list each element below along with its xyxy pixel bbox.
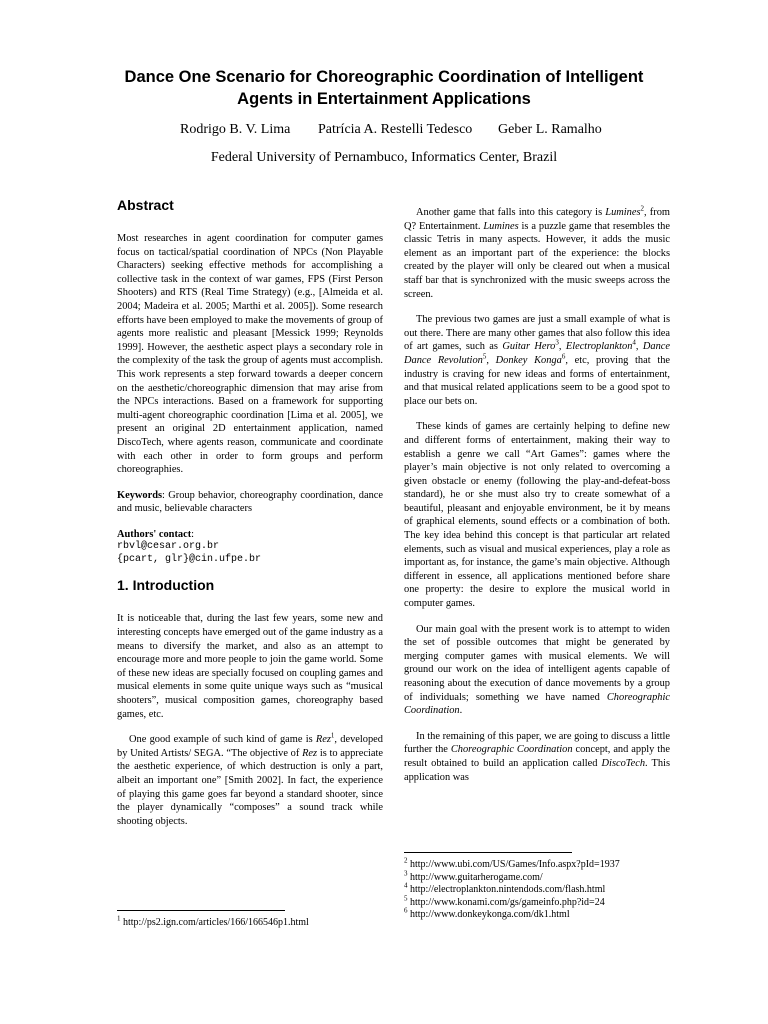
author-name: Rodrigo B. V. Lima [180,122,291,137]
game-title: Rez [302,747,318,759]
footnote: $^2$ http://www.ubi.com/US/Games/Info.aspx?pId=1937 [404,856,620,870]
footnote: $^6$ http://www.donkeykonga.com/dk1.html [404,906,570,920]
authors-contact: Authors' contact: rbvl@cesar.org.br {pcart, glr}@cin.ufpe.br [117,528,383,567]
affiliation: Federal University of Pernambuco, Informatics Center, Brazil [210,150,558,165]
footnote-marker: 1 [330,731,335,740]
footnote: $^4$ http://electroplankton.nintendods.com/flash.html [404,881,606,895]
keywords-text: : Group behavior, choreography coordination, dance and music, believable characters [117,489,383,515]
keywords [117,489,383,516]
intro-paragraph: One good example of such kind of game is Rez$^1$, developed by United Artists/ SEGA. “The objective of Rez is to appreciate the aesthetic experience, of which destruction is only a part, albeit an important one” [Smith 2002]. In fact, the experience of playing this game goes far beyond a standard shooter, since the player dynamically “composes” a sound track while shooting objects. [117,731,383,827]
keywords-label: Keywords [117,489,163,501]
left-column [117,196,383,840]
footnote-url: http://www.ubi.com/US/Games/Info.aspx?pId=1937 [410,859,620,870]
footnote: $^1$ http://ps2.ign.com/articles/166/166546p1.html [117,914,309,928]
body-paragraph: In the remaining of this paper, we are going to discuss a little further the Choreographic Coordination concept, and apply the result obtained to build an application called DiscoTech. This application was [404,730,670,783]
game-title: Rez [315,734,331,746]
body-paragraph: Our main goal with the present work is to attempt to widen the set of possible outcomes that might be generated by merging computer games with musical elements. We will ground our work on the idea of intelligent agents capable of reasoning about the execution of dance movements by a group of individuals; something we have named Choreographic Coordination. [404,623,670,717]
footnotes-left [117,910,383,930]
contact-email: rbvl@cesar.org.br [117,541,220,553]
abstract-text: Most researches in agent coordination for computer games focus on tactical/spatial coordination of NPCs (Non Playable Characters) seeking effective methods for accomplishing a collective task in the context of war games, FPS (First Person Shooters) and RTS (Real Time Strategy) (e.g., [Almeida et al. 2004; Madeira et al. 2005; Marthi et al. 2005]). Some research efforts have been employed to make the movements of group of agents more realistic and pleasant [Messick 1999; Reynolds 1999]. However, the aesthetic aspect plays a secondary role in the complexity of the task the group of agents must accomplish. This work represents a step forward towards a deeper concern on the aesthetic/choreographic dimension that may arise from the NPCs interactions. Based on a framework for supporting multi-agent choreographic coordination [Lima et al. 2005], we present an original 2D entertainment application, named DiscoTech, where agents reason, communicate and coordinate with each other in order to form groups and perform choreographies. [117,233,383,476]
footnote-url: http://www.donkeykonga.com/dk1.html [410,909,570,920]
footnote-rule [404,852,572,853]
author-list [0,122,768,142]
footnote-url: http://ps2.ign.com/articles/166/166546p1.html [123,917,309,928]
game-title: Electroplankton [565,341,633,353]
game-title: Guitar Hero [502,341,556,353]
intro-paragraph: It is noticeable that, during the last few years, some new and interesting concepts have emerged out of the game industry as a means to diversify the market, and also as an attempt to encourage more and more people to join the game world. Some of these new ideas are specially focused on coupling games and musical elements in some quite unique ways such as “musical shooters”, musical composition games, choreography based games, etc. [117,613,383,720]
footnote-url: http://www.guitarherogame.com/ [410,871,543,883]
footnote: $^5$ http://www.konami.com/gs/gameinfo.php?id=24 [404,894,605,908]
footnote-url: http://www.konami.com/gs/gameinfo.php?id=24 [410,896,605,908]
game-title: Lumines [483,220,519,232]
game-title: Dance Dance Revolution [404,341,670,366]
contact-label: Authors' contact [117,528,192,540]
contact-email: {pcart, glr}@cin.ufpe.br [117,553,262,565]
abstract-heading: Abstract [117,197,174,213]
game-title: Donkey Konga [495,354,562,366]
paper-title: Dance One Scenario for Choreographic Coordination of Intelligent Agents in Entertainment Applications [124,68,644,108]
body-paragraph: These kinds of games are certainly helping to define new and different forms of entertainment, making their way to establish a genre we call “Art Games”: games where the player’s main objective is not only related to overcoming a given obstacle or enemy (following the play-and-defeat-boss standard), he or she must also try to create somewhat of a beautiful, pleasant and enjoyable environment, be it by means of graphical elements, sound effects or a combination of both. The key idea behind this concept is that particular art related elements, such as visual and musical experiences, play a role as important as, for instance, the game’s main objective. Although different in essence, all applications mentioned before share one property: the desire to explore the musical world in computer games. [404,421,670,610]
right-column [404,206,670,796]
footnote-url: http://electroplankton.nintendods.com/flash.html [410,884,606,895]
footnotes-right [404,852,670,922]
body-paragraph: The previous two games are just a small example of what is out there. There are many other games that also follow this idea of art games, such as Guitar Hero$^3$, Electroplankton$^4$, Dance Dance Revolution$^5$, Donkey Konga$^6$, etc, proving that the industry is craving for new ideas and forms of entertainment, and that musical related applications seem to be a good spot to place our bets on. [404,314,671,407]
body-paragraph: Another game that falls into this category is Lumines$^2$, from Q? Entertainment. Lumines is a puzzle game that resembles the classic Tetris in many aspects. However, it adds the music element as an important part of the experience: the blocks created by the player will only be cleared out when a musical staff bar that is synchronized with the music sweeps across the screen. [404,204,670,300]
author-name: Geber L. Ramalho [498,122,602,137]
game-title: Lumines [605,207,641,218]
footnote: $^3$ http://www.guitarherogame.com/ [404,869,543,883]
author-name: Patrícia A. Restelli Tedesco [318,122,473,137]
section-heading-introduction: 1. Introduction [117,577,215,594]
footnote-rule [117,910,285,911]
